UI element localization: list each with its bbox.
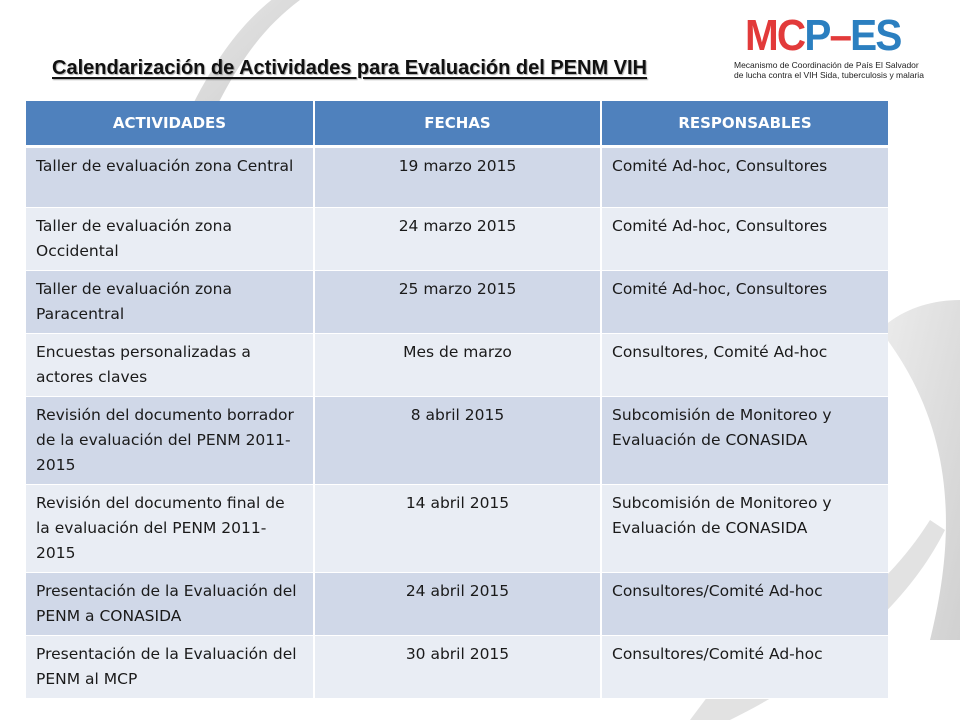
cell-responsable: Consultores/Comité Ad-hoc (601, 636, 888, 699)
cell-actividad: Encuestas personalizadas a actores claves (26, 334, 314, 397)
cell-fecha: 14 abril 2015 (314, 485, 601, 573)
table-row (26, 636, 888, 699)
cell-actividad: Taller de evaluación zona Paracentral (26, 271, 314, 334)
cell-actividad: Taller de evaluación zona Central (26, 147, 314, 208)
cell-responsable: Comité Ad-hoc, Consultores (601, 147, 888, 208)
cell-fecha: 30 abril 2015 (314, 636, 601, 699)
cell-responsable: Consultores, Comité Ad-hoc (601, 334, 888, 397)
logo-letters-es: ES (850, 11, 901, 60)
cell-responsable: Subcomisión de Monitoreo y Evaluación de CONASIDA (601, 397, 888, 485)
cell-responsable: Consultores/Comité Ad-hoc (601, 573, 888, 636)
table-header-row (26, 101, 888, 147)
logo-wordmark (734, 11, 952, 60)
cell-actividad: Presentación de la Evaluación del PENM al MCP (26, 636, 314, 699)
logo-dash: – (829, 11, 851, 60)
cell-actividad: Taller de evaluación zona Occidental (26, 208, 314, 271)
cell-fecha: 19 marzo 2015 (314, 147, 601, 208)
mcp-es-logo (734, 11, 952, 88)
logo-letter-m: M (745, 11, 777, 60)
cell-fecha: 24 marzo 2015 (314, 208, 601, 271)
table-row (26, 271, 888, 334)
cell-responsable: Subcomisión de Monitoreo y Evaluación de CONASIDA (601, 485, 888, 573)
cell-actividad: Revisión del documento final de la evaluación del PENM 2011-2015 (26, 485, 314, 573)
cell-fecha: Mes de marzo (314, 334, 601, 397)
logo-tagline-line2: de lucha contra el VIH Sida, tuberculosis y malaria (734, 70, 924, 80)
cell-fecha: 25 marzo 2015 (314, 271, 601, 334)
table-row (26, 485, 888, 573)
cell-actividad: Revisión del documento borrador de la evaluación del PENM 2011-2015 (26, 397, 314, 485)
cell-fecha: 24 abril 2015 (314, 573, 601, 636)
table-row (26, 334, 888, 397)
cell-fecha: 8 abril 2015 (314, 397, 601, 485)
logo-letter-p: P (804, 11, 830, 60)
table-row (26, 397, 888, 485)
cell-actividad: Presentación de la Evaluación del PENM a CONASIDA (26, 573, 314, 636)
table-row (26, 208, 888, 271)
cell-responsable: Comité Ad-hoc, Consultores (601, 208, 888, 271)
cell-responsable: Comité Ad-hoc, Consultores (601, 271, 888, 334)
logo-letter-c: C (776, 11, 805, 60)
header-fechas: FECHAS (314, 101, 601, 147)
table-row (26, 147, 888, 208)
page-title: Calendarización de Actividades para Evaluación del PENM VIH (52, 57, 647, 79)
header-responsables: RESPONSABLES (601, 101, 888, 147)
activities-schedule-table (26, 101, 888, 699)
table-row (26, 573, 888, 636)
logo-tagline (734, 60, 952, 80)
header-actividades: ACTIVIDADES (26, 101, 314, 147)
logo-tagline-line1: Mecanismo de Coordinación de País El Salvador (734, 60, 919, 70)
